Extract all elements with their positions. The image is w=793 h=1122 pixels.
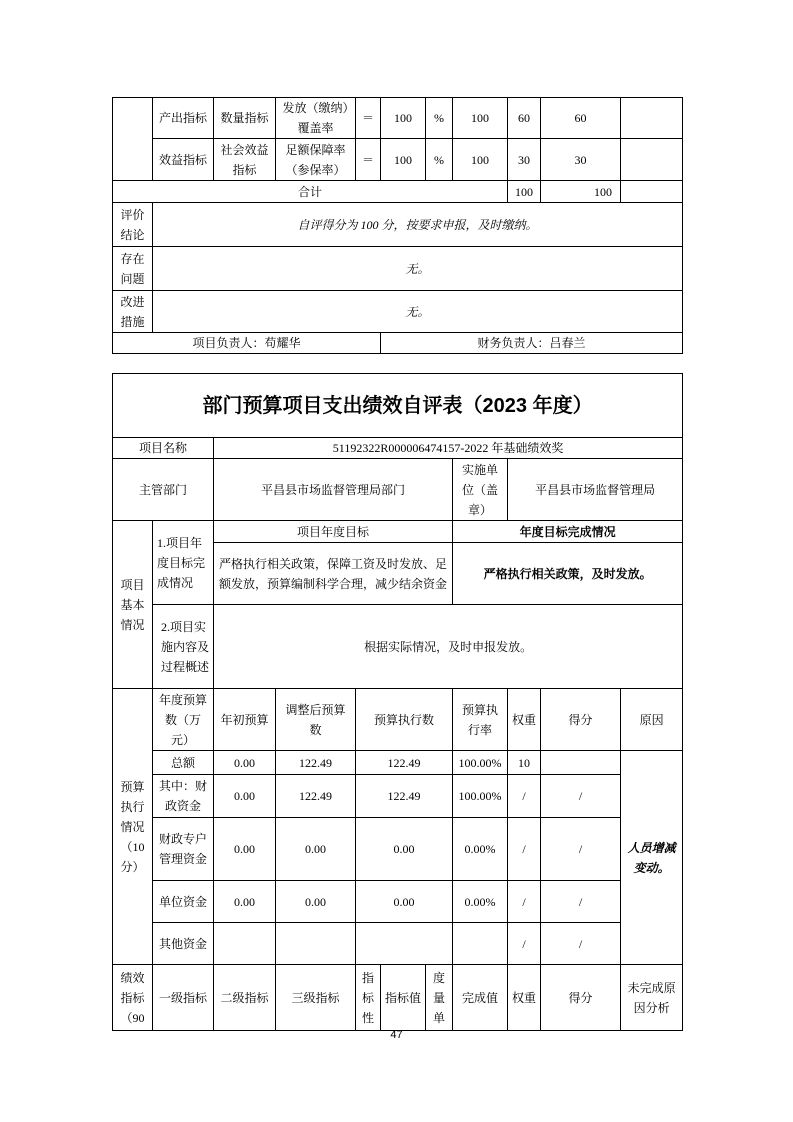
initial-budget: 0.00 <box>214 881 276 923</box>
initial-budget-header: 年初预算 <box>214 689 276 751</box>
adjusted-budget: 0.00 <box>276 881 356 923</box>
level2-indicator: 社会效益指标 <box>214 139 276 181</box>
conclusion-text: 自评得分为 100 分，按要求申报，及时缴纳。 <box>153 203 683 247</box>
problems-row <box>113 247 683 291</box>
implementing-unit-label: 实施单位（盖章） <box>453 459 508 521</box>
improvements-row <box>113 291 683 333</box>
completed-value-header: 完成值 <box>453 965 508 1031</box>
budget-score: / <box>541 881 621 923</box>
problems-label: 存在问题 <box>113 247 153 291</box>
indicators-header-row <box>113 965 683 1031</box>
department-value: 平昌县市场监督管理局部门 <box>214 459 453 521</box>
budget-row-name: 其他资金 <box>153 923 214 965</box>
score-header: 得分 <box>541 689 621 751</box>
indicator-target: 100 <box>381 139 426 181</box>
execution-rate <box>453 923 508 965</box>
indicator-score: 60 <box>541 98 621 139</box>
annual-goal-label: 1.项目年度目标完成情况 <box>153 521 214 605</box>
initial-budget: 0.00 <box>214 751 276 775</box>
indicator-score: 30 <box>541 139 621 181</box>
total-label: 合计 <box>113 181 508 203</box>
indicator-actual: 100 <box>453 139 508 181</box>
indicator-reason <box>621 139 683 181</box>
implementation-label: 2.项目实施内容及过程概述 <box>153 605 214 689</box>
performance-indicators-label: 绩效指标（90 <box>113 965 153 1031</box>
project-name-label: 项目名称 <box>113 438 214 459</box>
weight-header: 权重 <box>508 689 541 751</box>
level3-indicator-header: 三级指标 <box>276 965 356 1031</box>
improvements-text: 无。 <box>153 291 683 333</box>
indicator-actual: 100 <box>453 98 508 139</box>
indicator-weight-header: 权重 <box>508 965 541 1031</box>
execution-rate: 0.00% <box>453 881 508 923</box>
indicator-operator: ＝ <box>356 139 381 181</box>
adjusted-budget: 122.49 <box>276 775 356 818</box>
indicator-row <box>113 139 683 181</box>
indicator-weight: 60 <box>508 98 541 139</box>
project-lead: 项目负责人：苟耀华 <box>113 333 381 354</box>
indicator-operator: ＝ <box>356 98 381 139</box>
goal-completion-header: 年度目标完成情况 <box>453 521 683 543</box>
form-title: 部门预算项目支出绩效自评表（2023 年度） <box>113 374 683 438</box>
improvements-label: 改进措施 <box>113 291 153 333</box>
adjusted-budget: 0.00 <box>276 818 356 881</box>
total-empty-cell <box>621 181 683 203</box>
total-score: 100 <box>541 181 621 203</box>
executed-budget: 122.49 <box>356 775 453 818</box>
budget-weight: / <box>508 775 541 818</box>
budget-execution-label: 预算执行情况（10分） <box>113 689 153 965</box>
level1-indicator-header: 一级指标 <box>153 965 214 1031</box>
budget-score: / <box>541 818 621 881</box>
adjusted-budget: 122.49 <box>276 751 356 775</box>
budget-reason: 人员增减变动。 <box>621 751 683 965</box>
budget-row-name: 总额 <box>153 751 214 775</box>
page-number: 47 <box>390 1029 403 1041</box>
budget-row-name: 财政专户管理资金 <box>153 818 214 881</box>
indicator-score-header: 得分 <box>541 965 621 1031</box>
title-row <box>113 374 683 438</box>
problems-text: 无。 <box>153 247 683 291</box>
adjusted-budget <box>276 923 356 965</box>
initial-budget: 0.00 <box>214 818 276 881</box>
project-name-row <box>113 438 683 459</box>
indicator-unit: % <box>426 98 453 139</box>
budget-row-name: 其中：财政资金 <box>153 775 214 818</box>
adjusted-budget-header: 调整后预算数 <box>276 689 356 751</box>
department-row <box>113 459 683 521</box>
execution-rate: 100.00% <box>453 751 508 775</box>
signatures-row <box>113 333 683 354</box>
indicator-unit: % <box>426 139 453 181</box>
budget-weight: / <box>508 818 541 881</box>
indicator-value-header: 指标值 <box>381 965 426 1031</box>
execution-rate: 0.00% <box>453 818 508 881</box>
finance-lead: 财务负责人：吕春兰 <box>381 333 683 354</box>
execution-rate-header: 预算执行率 <box>453 689 508 751</box>
annual-goal-header: 项目年度目标 <box>214 521 453 543</box>
indicator-row <box>113 98 683 139</box>
budget-weight: / <box>508 923 541 965</box>
reason-header: 原因 <box>621 689 683 751</box>
budget-row <box>113 881 683 923</box>
budget-weight: / <box>508 881 541 923</box>
budget-row <box>113 751 683 775</box>
executed-budget-header: 预算执行数 <box>356 689 453 751</box>
indicator-target: 100 <box>381 98 426 139</box>
budget-row <box>113 818 683 881</box>
measure-unit-header: 度量单 <box>426 965 453 1031</box>
budget-row-name: 单位资金 <box>153 881 214 923</box>
executed-budget: 0.00 <box>356 818 453 881</box>
budget-score <box>541 751 621 775</box>
basic-info-label: 项目基本情况 <box>113 521 153 689</box>
project-name-value: 51192322R000006474157-2022 年基础绩效奖 <box>214 438 683 459</box>
indicator-category-cell <box>113 98 153 181</box>
indicator-continuation-table <box>112 97 683 354</box>
basic-info-header-row <box>113 521 683 543</box>
implementing-unit-value: 平昌县市场监督管理局 <box>508 459 683 521</box>
budget-score: / <box>541 775 621 818</box>
level2-indicator-header: 二级指标 <box>214 965 276 1031</box>
implementation-text: 根据实际情况，及时申报发放。 <box>214 605 683 689</box>
budget-row <box>113 923 683 965</box>
initial-budget <box>214 923 276 965</box>
executed-budget: 122.49 <box>356 751 453 775</box>
execution-rate: 100.00% <box>453 775 508 818</box>
basic-info-implementation-row <box>113 605 683 689</box>
incomplete-reason-header: 未完成原因分析 <box>621 965 683 1031</box>
annual-goal-text: 严格执行相关政策，保障工资及时发放、足额发放，预算编制科学合理，减少结余资金 <box>214 543 453 605</box>
budget-amount-header: 年度预算数（万元） <box>153 689 214 751</box>
level3-indicator: 发放（缴纳）覆盖率 <box>276 98 356 139</box>
indicator-nature-header: 指标性 <box>356 965 381 1031</box>
department-label: 主管部门 <box>113 459 214 521</box>
executed-budget: 0.00 <box>356 881 453 923</box>
self-evaluation-form <box>112 373 683 1031</box>
indicator-weight: 30 <box>508 139 541 181</box>
conclusion-label: 评价结论 <box>113 203 153 247</box>
level3-indicator: 足额保障率（参保率） <box>276 139 356 181</box>
initial-budget: 0.00 <box>214 775 276 818</box>
budget-score: / <box>541 923 621 965</box>
conclusion-row <box>113 203 683 247</box>
budget-header-row <box>113 689 683 751</box>
total-row <box>113 181 683 203</box>
level1-indicator: 产出指标 <box>153 98 214 139</box>
indicator-reason <box>621 98 683 139</box>
goal-completion-text: 严格执行相关政策，及时发放。 <box>453 543 683 605</box>
budget-row <box>113 775 683 818</box>
total-weight: 100 <box>508 181 541 203</box>
level2-indicator: 数量指标 <box>214 98 276 139</box>
executed-budget <box>356 923 453 965</box>
level1-indicator: 效益指标 <box>153 139 214 181</box>
budget-weight: 10 <box>508 751 541 775</box>
